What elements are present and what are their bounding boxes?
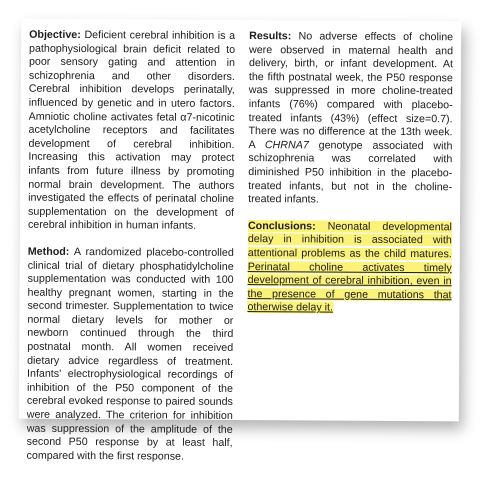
conclusions-highlight [247,220,452,314]
abstract-page [19,19,461,463]
results-heading: Results: [249,30,292,43]
results-text-a: No adverse effects of choline were observed in maternal health and delivery, birth, or infant development. At the fifth postnatal week, the P50 response was suppressed in more choline-treated infants (76%) compared with placebo-treated infants (43%) (effect size=0.7). There was no difference at the 13th week. A [248,30,454,151]
objective-paragraph [28,29,235,234]
left-column [26,29,235,478]
results-paragraph [248,30,453,208]
objective-text: Deficient cerebral inhibition is a pathophysiological brain deficit related to poor sensory gating and attention in schizophrenia and other disorders. Cerebral inhibition develops perinatally, influenced by genetic and in utero factors. Amniotic choline activates fetal α7-nicotinic acetylcholine receptors and facilitates development of cerebral inhibition. Increasing this activation may protect infants from future illness by promoting normal brain development. The authors investigated the effects of perinatal choline supplementation on the development of cerebral inhibition in human infants. [27,29,236,233]
conclusions-paragraph [247,220,452,316]
method-heading: Method: [27,245,70,258]
conclusions-text-a: Neonatal developmental delay in inhibition is associated with attentional problems as the child matures. [247,220,452,261]
conclusions-heading: Conclusions: [247,219,316,233]
results-text-b: genotype associated with schizophrenia was correlated with diminished P50 inhibition in the placebo-treated infants, but not in the choline-treated infants. [248,139,453,206]
gene-name: CHRNA7 [264,138,309,152]
right-column [247,30,453,329]
conclusions-text-b: Perinatal choline activates timely development of cerebral inhibition, even in the presence of gene mutations that otherwise delay it. [247,260,452,314]
method-paragraph [27,246,234,465]
method-text: A randomized placebo-controlled clinical trial of dietary phosphatidylcholine supplementation was conducted with 100 healthy pregnant women, starting in the second trimester. Supplementation to twice normal dietary levels for mother or newborn continued through the third postnatal month. All women received dietary advice regardless of treatment. Infants' electrophysiological recordings of inhibition of the P50 component of the cerebral evoked response to paired sounds were analyzed. The criterion for inhibition was suppression of the amplitude of the second P50 response by at least half, compared with the first response. [26,245,234,463]
objective-heading: Objective: [29,28,81,42]
